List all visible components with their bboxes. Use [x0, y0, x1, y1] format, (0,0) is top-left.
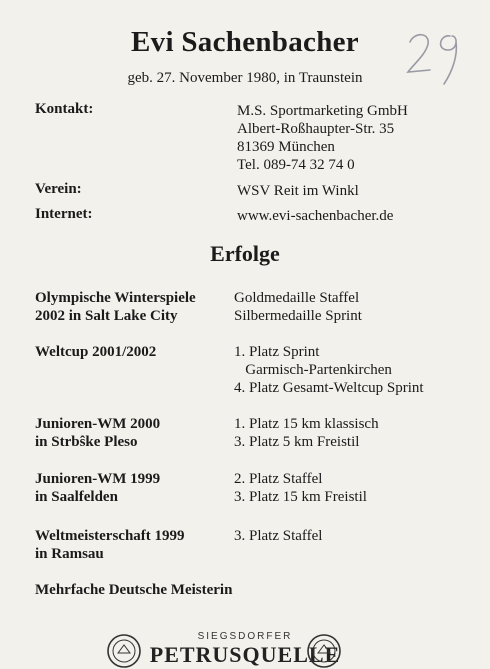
seal-icon [306, 633, 342, 669]
achievement-details [234, 343, 424, 397]
club-value: WSV Reit im Winkl [237, 183, 359, 199]
achievement-title [35, 527, 185, 563]
achievement-title-line: Olympische Winterspiele [35, 290, 196, 306]
achievement-detail-line: 4. Platz Gesamt-Weltcup Sprint [234, 380, 424, 396]
club-label: Verein: [35, 181, 82, 197]
achievement-title-line: Junioren-WM 2000 [35, 416, 161, 432]
achievement-detail-line: Garmisch-Partenkirchen [234, 362, 392, 378]
sponsor-small-text: SIEGSDORFER [197, 631, 293, 642]
achievement-details [234, 415, 379, 451]
achievement-title-line: in Strbŝke Pleso [35, 434, 138, 450]
website-link[interactable]: www.evi-sachenbacher.de [237, 208, 394, 224]
athlete-name: Evi Sachenbacher [131, 26, 359, 58]
achievement-detail-line: 3. Platz Staffel [234, 528, 323, 544]
achievement-details [234, 289, 362, 325]
contact-company: M.S. Sportmarketing GmbH [237, 103, 408, 119]
handwritten-number [400, 28, 470, 88]
achievement-detail-line: Silbermedaille Sprint [234, 308, 362, 324]
achievement-details [234, 527, 322, 545]
sponsor-logo [0, 628, 490, 667]
internet-label: Internet: [35, 206, 93, 222]
achievement-title-line: Weltmeisterschaft 1999 [35, 528, 185, 544]
achievement-detail-line: 3. Platz 15 km Freistil [234, 489, 367, 505]
achievement-title-line: 2002 in Salt Lake City [35, 308, 178, 324]
contact-details [237, 102, 408, 174]
achievement-title [35, 343, 156, 361]
achievement-title [35, 470, 160, 506]
achievement-title [35, 289, 196, 325]
championships-note: Mehrfache Deutsche Meisterin [35, 582, 233, 598]
contact-city: 81369 München [237, 139, 335, 155]
achievement-detail-line: Goldmedaille Staffel [234, 290, 360, 306]
achievement-title-line: Junioren-WM 1999 [35, 471, 161, 487]
achievement-detail-line: 1. Platz 15 km klassisch [234, 416, 379, 432]
achievement-detail-line: 1. Platz Sprint [234, 344, 320, 360]
successes-heading: Erfolge [210, 241, 280, 266]
contact-street: Albert-Roßhaupter-Str. 35 [237, 121, 395, 137]
contact-phone: Tel. 089-74 32 74 0 [237, 157, 355, 173]
achievement-title-line: in Saalfelden [35, 489, 118, 505]
contact-label: Kontakt: [35, 101, 94, 117]
achievement-title-line: Weltcup 2001/2002 [35, 344, 157, 360]
achievement-detail-line: 3. Platz 5 km Freistil [234, 434, 360, 450]
achievement-details [234, 470, 367, 506]
achievement-detail-line: 2. Platz Staffel [234, 471, 323, 487]
sponsor-big-text: PETRUSQUELLE [149, 642, 341, 667]
achievement-title [35, 415, 160, 451]
birth-info: geb. 27. November 1980, in Traunstein [127, 70, 363, 86]
achievement-title-line: in Ramsau [35, 546, 104, 562]
